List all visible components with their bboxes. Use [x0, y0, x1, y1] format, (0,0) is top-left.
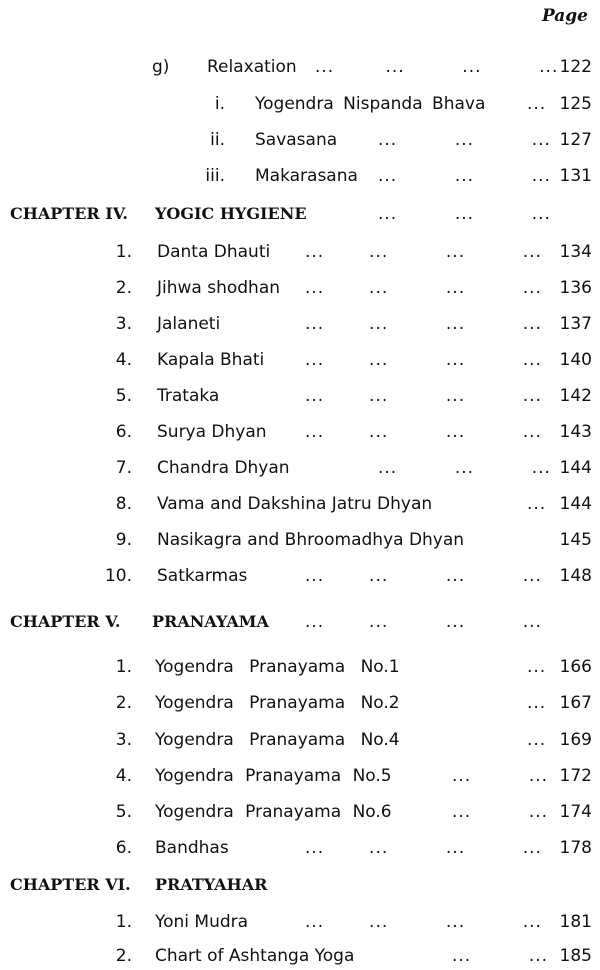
- toc-entry-number: 8.: [115, 494, 132, 514]
- toc-entry-title: Chart of Ashtanga Yoga: [155, 946, 355, 966]
- toc-entry-title: Yogendra Pranayama No.1: [155, 657, 400, 677]
- toc-entry-number: 2.: [115, 693, 132, 713]
- toc-page-number: 167: [559, 693, 592, 713]
- leader-dots: ... ... ... ...: [315, 57, 559, 77]
- toc-entry-number: 3.: [115, 314, 132, 334]
- chapter-title: PRATYAHAR: [155, 875, 268, 894]
- toc-entry-title: Yogendra Nispanda Bhava: [255, 94, 486, 114]
- toc-entry-title: Yogendra Pranayama No.5: [155, 766, 392, 786]
- leader-dots: ... ... ...: [378, 458, 551, 478]
- chapter-label: CHAPTER IV.: [10, 204, 128, 223]
- leader-dots: ... ...: [452, 802, 549, 822]
- toc-page-number: 125: [559, 94, 592, 114]
- toc-entry-number: 4.: [115, 350, 132, 370]
- leader-dots: ... ... ... ...: [305, 278, 542, 298]
- leader-dots: ... ... ... ...: [305, 566, 542, 586]
- toc-entry-title: Yoni Mudra: [155, 912, 249, 932]
- leader-dots: ... ...: [452, 946, 549, 966]
- toc-page-number: 144: [559, 494, 592, 514]
- toc-entry-title: Trataka: [157, 386, 220, 406]
- toc-page-number: 185: [559, 946, 592, 966]
- chapter-label: CHAPTER V.: [10, 612, 121, 631]
- leader-dots: ... ... ... ...: [305, 422, 542, 442]
- leader-dots: ... ... ... ...: [305, 386, 542, 406]
- toc-page-number: 140: [559, 350, 592, 370]
- toc-page-number: 143: [559, 422, 592, 442]
- chapter-title: PRANAYAMA: [152, 612, 269, 631]
- leader-dots: ... ... ... ...: [305, 242, 542, 262]
- toc-entry-number: 3.: [115, 730, 132, 750]
- toc-entry-title: Kapala Bhati: [157, 350, 265, 370]
- toc-entry-title: Yogendra Pranayama No.4: [155, 730, 400, 750]
- toc-entry-number: i.: [214, 94, 225, 114]
- chapter-title: YOGIC HYGIENE: [155, 204, 307, 223]
- toc-entry-title: Nasikagra and Bhroomadhya Dhyan: [157, 530, 465, 550]
- toc-page-number: 172: [559, 766, 592, 786]
- leader-dots: ...: [527, 494, 547, 514]
- leader-dots: ... ... ...: [378, 130, 551, 150]
- leader-dots: ... ... ... ...: [305, 838, 542, 858]
- toc-entry-title: Chandra Dhyan: [157, 458, 290, 478]
- toc-entry-number: 5.: [115, 386, 132, 406]
- toc-entry-number: 1.: [115, 242, 132, 262]
- page-column-header: Page: [541, 6, 588, 26]
- toc-entry-number: 7.: [115, 458, 132, 478]
- toc-page-number: 148: [559, 566, 592, 586]
- leader-dots: ... ... ... ...: [305, 612, 542, 632]
- toc-page-number: 181: [559, 912, 592, 932]
- leader-dots: ...: [527, 657, 547, 677]
- toc-page-number: 122: [559, 57, 592, 77]
- toc-page-number: 178: [559, 838, 592, 858]
- toc-entry-number: 2.: [115, 278, 132, 298]
- toc-page-number: 136: [559, 278, 592, 298]
- leader-dots: ... ... ... ...: [305, 350, 542, 370]
- toc-entry-title: Yogendra Pranayama No.6: [155, 802, 392, 822]
- toc-page-number: 144: [559, 458, 592, 478]
- leader-dots: ...: [527, 94, 547, 114]
- toc-entry-number: 6.: [115, 838, 132, 858]
- leader-dots: ... ...: [452, 766, 549, 786]
- toc-entry-number: 9.: [115, 530, 132, 550]
- toc-page-number: 131: [559, 166, 592, 186]
- toc-page-number: 166: [559, 657, 592, 677]
- leader-dots: ... ... ...: [378, 166, 551, 186]
- leader-dots: ...: [527, 693, 547, 713]
- toc-entry-title: Jalaneti: [157, 314, 221, 334]
- toc-entry-title: Bandhas: [155, 838, 229, 858]
- toc-entry-title: Danta Dhauti: [157, 242, 271, 262]
- leader-dots: ...: [527, 730, 547, 750]
- toc-entry-title: Vama and Dakshina Jatru Dhyan: [157, 494, 433, 514]
- toc-entry-number: 1.: [115, 912, 132, 932]
- toc-entry-number: iii.: [205, 166, 225, 186]
- chapter-label: CHAPTER VI.: [10, 875, 131, 894]
- toc-entry-number: 2.: [115, 946, 132, 966]
- leader-dots: ... ... ... ...: [305, 314, 542, 334]
- toc-page-number: 142: [559, 386, 592, 406]
- toc-entry-number: 4.: [115, 766, 132, 786]
- toc-page-number: 174: [559, 802, 592, 822]
- toc-page-number: 134: [559, 242, 592, 262]
- leader-dots: ... ... ...: [378, 204, 551, 224]
- toc-entry-title: Jihwa shodhan: [157, 278, 281, 298]
- leader-dots: ... ... ... ...: [305, 912, 542, 932]
- toc-entry-title: Surya Dhyan: [157, 422, 267, 442]
- toc-entry-title: Makarasana: [255, 166, 358, 186]
- section-marker: g): [152, 57, 170, 77]
- toc-page-number: 127: [559, 130, 592, 150]
- toc-page-number: 145: [559, 530, 592, 550]
- toc-entry-title: Yogendra Pranayama No.2: [155, 693, 400, 713]
- toc-entry-number: 6.: [115, 422, 132, 442]
- toc-page-number: 137: [559, 314, 592, 334]
- toc-entry-title: Relaxation: [207, 57, 297, 77]
- toc-entry-number: ii.: [210, 130, 225, 150]
- toc-entry-number: 10.: [104, 566, 132, 586]
- toc-entry-number: 1.: [115, 657, 132, 677]
- toc-page-number: 169: [559, 730, 592, 750]
- toc-entry-title: Savasana: [255, 130, 338, 150]
- toc-entry-number: 5.: [115, 802, 132, 822]
- toc-entry-title: Satkarmas: [157, 566, 248, 586]
